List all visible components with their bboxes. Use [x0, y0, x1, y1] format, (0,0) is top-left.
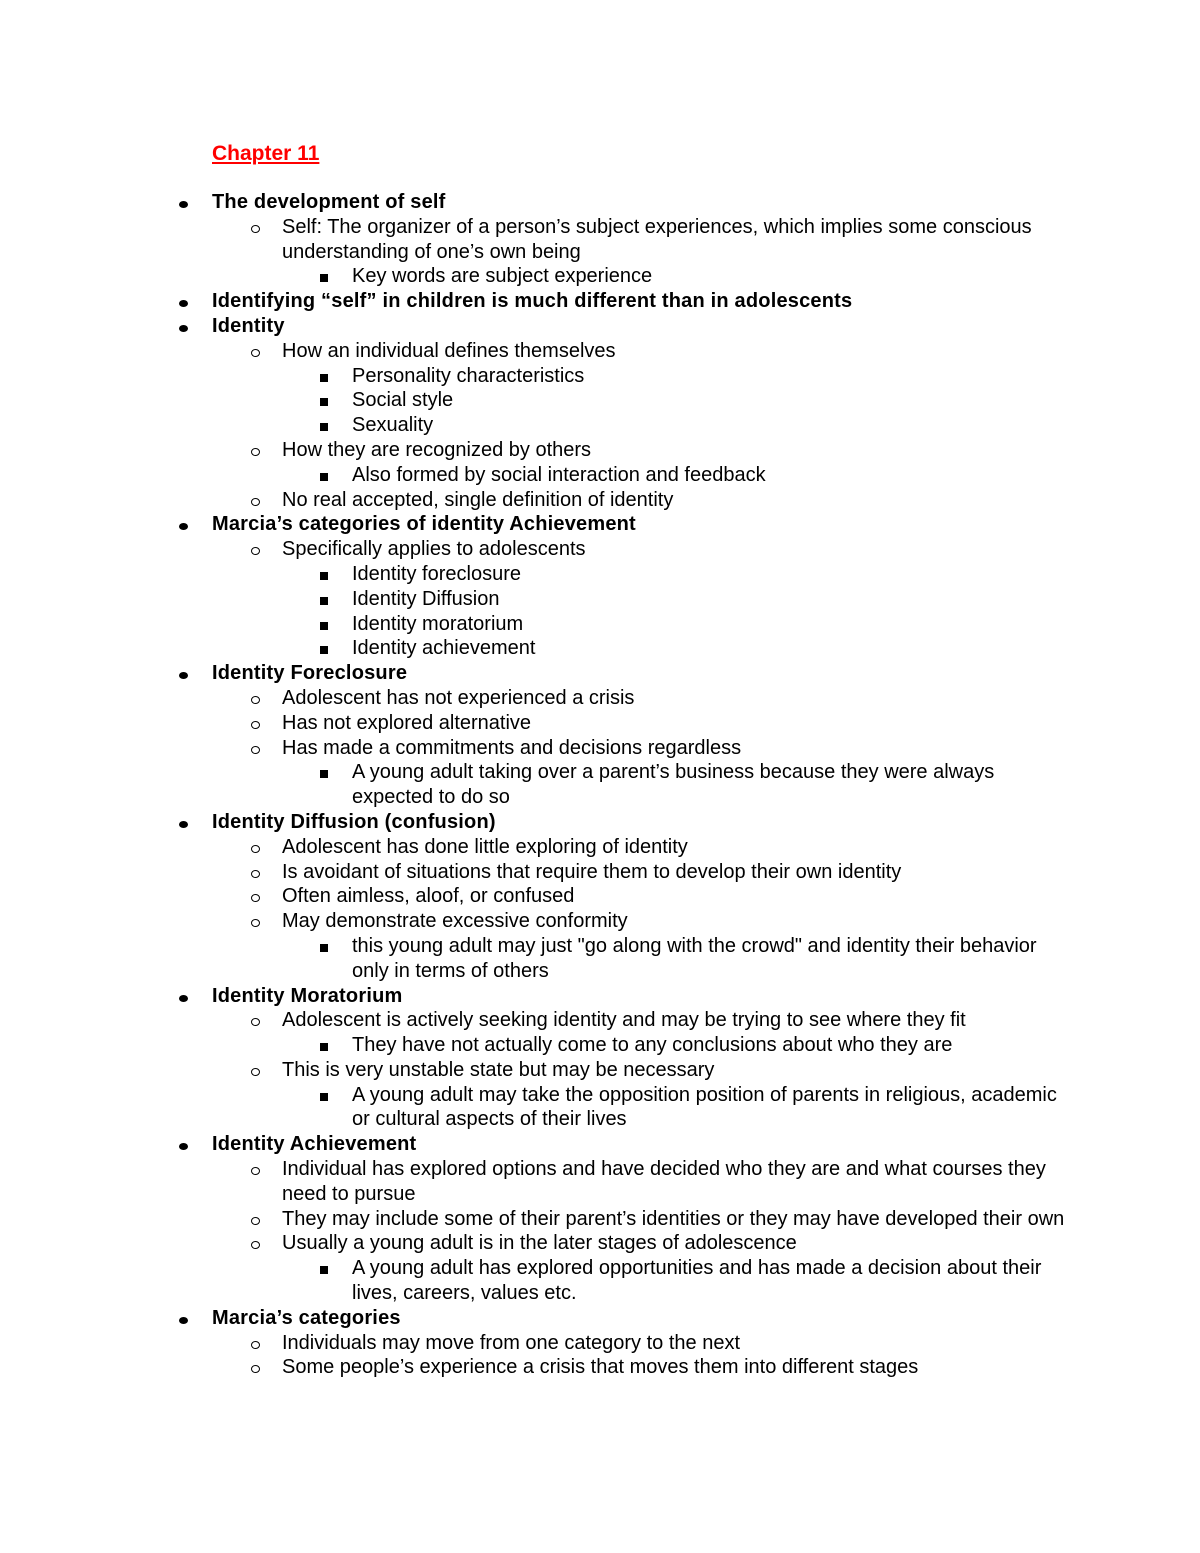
outline-text: The development of self [212, 191, 446, 213]
outline-subitem [0, 488, 1072, 513]
outline-text: Key words are subject experience [352, 265, 653, 288]
bullet-dot-icon [173, 512, 193, 537]
outline-text: How an individual defines themselves [282, 339, 616, 362]
outline-text: Identity moratorium [352, 612, 524, 635]
outline-subitem [0, 1008, 1072, 1033]
outline-text: Self: The organizer of a person’s subject experiences, which implies some conscious understanding of one’s own being [282, 215, 1032, 263]
outline-heading [0, 1306, 1072, 1331]
outline-detail [0, 364, 1072, 389]
outline-subitem [0, 909, 1072, 934]
bullet-circle-icon [245, 736, 265, 761]
outline-text: Identity Diffusion (confusion) [212, 810, 496, 833]
bullet-circle-icon [245, 537, 265, 562]
bullet-square-icon [314, 364, 334, 389]
outline-detail [0, 934, 1072, 984]
bullet-circle-icon [245, 1008, 265, 1033]
bullet-circle-icon [245, 1355, 265, 1380]
outline-text: Identity achievement [352, 637, 536, 660]
outline-text: This is very unstable state but may be necessary [282, 1058, 715, 1081]
bullet-square-icon [314, 612, 334, 637]
outline-text: Individuals may move from one category to the next [282, 1331, 741, 1354]
outline-text: Specifically applies to adolescents [282, 538, 586, 561]
bullet-dot-icon [173, 1306, 193, 1331]
bullet-dot-icon [173, 314, 193, 339]
outline-text: Identity [212, 314, 285, 337]
outline-subitem [0, 1058, 1072, 1083]
outline-text: Adolescent has done little exploring of identity [282, 835, 688, 858]
outline-text: Personality characteristics [352, 364, 585, 387]
outline-heading [0, 314, 1072, 339]
outline-detail [0, 636, 1072, 661]
outline-subitem [0, 537, 1072, 562]
outline-text: A young adult may take the opposition position of parents in religious, academic or cultural aspects of their lives [352, 1083, 1057, 1131]
outline-text: A young adult has explored opportunities and has made a decision about their lives, careers, values etc. [352, 1257, 1042, 1305]
outline-text: Also formed by social interaction and feedback [352, 463, 766, 486]
bullet-square-icon [314, 562, 334, 587]
outline-text: No real accepted, single definition of identity [282, 488, 674, 511]
bullet-square-icon [314, 388, 334, 413]
outline-text: Has made a commitments and decisions regardless [282, 736, 742, 759]
outline-heading [0, 810, 1072, 835]
outline-heading [0, 661, 1072, 686]
outline-detail [0, 413, 1072, 438]
outline-detail [0, 562, 1072, 587]
outline-text: Identity Achievement [212, 1133, 417, 1156]
outline-subitem [0, 1355, 1072, 1380]
bullet-square-icon [314, 413, 334, 438]
outline-text: Sexuality [352, 414, 434, 437]
outline-text: They have not actually come to any conclusions about who they are [352, 1034, 953, 1057]
bullet-square-icon [314, 1083, 334, 1108]
outline-heading [0, 512, 1072, 537]
outline-subitem [0, 1231, 1072, 1256]
outline-detail [0, 1083, 1072, 1133]
bullet-circle-icon [245, 1207, 265, 1232]
bullet-dot-icon [173, 661, 193, 686]
outline-text: Adolescent is actively seeking identity and may be trying to see where they fit [282, 1009, 966, 1032]
outline-text: Has not explored alternative [282, 711, 532, 734]
bullet-circle-icon [245, 884, 265, 909]
outline-detail [0, 612, 1072, 637]
bullet-dot-icon [173, 190, 193, 215]
bullet-dot-icon [173, 984, 193, 1009]
outline-detail [0, 760, 1072, 810]
outline-text: Adolescent has not experienced a crisis [282, 686, 635, 709]
outline-text: Marcia’s categories of identity Achievement [212, 513, 636, 536]
outline-subitem [0, 860, 1072, 885]
bullet-square-icon [314, 636, 334, 661]
outline-text: this young adult may just "go along with the crowd" and identity their behavior only in terms of others [352, 934, 1037, 982]
bullet-square-icon [314, 760, 334, 785]
bullet-circle-icon [245, 1231, 265, 1256]
outline-detail [0, 463, 1072, 488]
outline-text: They may include some of their parent’s identities or they may have developed their own [282, 1207, 1065, 1230]
bullet-circle-icon [245, 1331, 265, 1356]
outline-heading [0, 984, 1072, 1009]
outline-subitem [0, 1207, 1072, 1232]
outline-subitem [0, 339, 1072, 364]
outline-heading [0, 1132, 1072, 1157]
outline-text: Usually a young adult is in the later stages of adolescence [282, 1232, 797, 1255]
outline-detail [0, 1033, 1072, 1058]
outline-detail [0, 1256, 1072, 1306]
bullet-square-icon [314, 587, 334, 612]
bullet-circle-icon [245, 909, 265, 934]
bullet-dot-icon [173, 289, 193, 314]
bullet-circle-icon [245, 1157, 265, 1182]
outline-heading [0, 289, 1072, 314]
outline-text: Identity Foreclosure [212, 662, 408, 685]
bullet-square-icon [314, 264, 334, 289]
outline-subitem [0, 1157, 1072, 1207]
outline-subitem [0, 835, 1072, 860]
outline-subitem [0, 736, 1072, 761]
bullet-dot-icon [173, 1132, 193, 1157]
outline-text: May demonstrate excessive conformity [282, 910, 628, 933]
outline-text: How they are recognized by others [282, 438, 592, 461]
chapter-title: Chapter 11 [212, 142, 320, 165]
outline-text: Individual has explored options and have decided who they are and what courses they need to pursue [282, 1158, 1046, 1205]
outline-subitem [0, 438, 1072, 463]
bullet-circle-icon [245, 438, 265, 463]
outline-text: Often aimless, aloof, or confused [282, 885, 575, 908]
outline-detail [0, 587, 1072, 612]
bullet-dot-icon [173, 810, 193, 835]
outline-detail [0, 264, 1072, 289]
outline-subitem [0, 686, 1072, 711]
bullet-square-icon [314, 1256, 334, 1281]
outline-text: Some people’s experience a crisis that moves them into different stages [282, 1356, 919, 1379]
outline-list [0, 190, 1200, 1380]
bullet-circle-icon [245, 711, 265, 736]
outline-detail [0, 388, 1072, 413]
outline-subitem [0, 1331, 1072, 1356]
bullet-square-icon [314, 463, 334, 488]
bullet-circle-icon [245, 339, 265, 364]
outline-subitem [0, 884, 1072, 909]
outline-text: Identity Moratorium [212, 984, 403, 1007]
outline-subitem [0, 215, 1072, 265]
outline-text: Identifying “self” in children is much different than in adolescents [212, 290, 853, 313]
bullet-circle-icon [245, 686, 265, 711]
bullet-square-icon [314, 934, 334, 959]
outline-text: Marcia’s categories [212, 1306, 401, 1329]
outline-text: Identity Diffusion [352, 587, 500, 610]
bullet-circle-icon [245, 860, 265, 885]
outline-heading [0, 190, 1072, 215]
bullet-circle-icon [245, 835, 265, 860]
bullet-circle-icon [245, 1058, 265, 1083]
outline-text: A young adult taking over a parent’s business because they were always expected to do so [352, 761, 995, 809]
bullet-square-icon [314, 1033, 334, 1058]
outline-text: Social style [352, 389, 454, 412]
bullet-circle-icon [245, 488, 265, 513]
outline-text: Is avoidant of situations that require them to develop their own identity [282, 860, 902, 883]
outline-subitem [0, 711, 1072, 736]
outline-text: Identity foreclosure [352, 562, 521, 585]
bullet-circle-icon [245, 215, 265, 240]
